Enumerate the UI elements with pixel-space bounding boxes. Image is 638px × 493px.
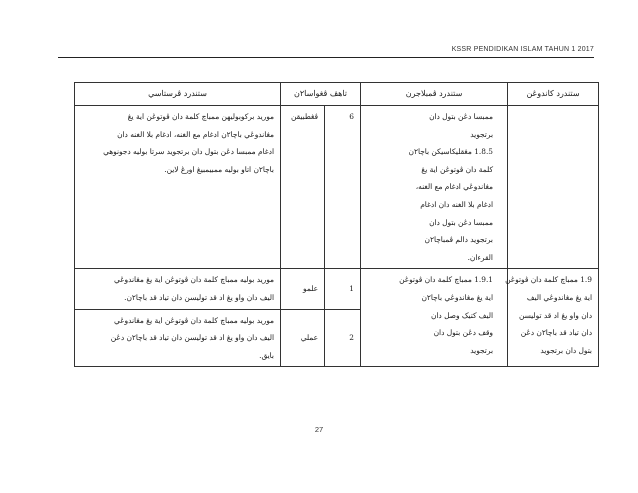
text-line: ممبسا دڠن بتول دان [429,217,493,227]
text-line: موريد برکوبوليهن ممباچ کلمة دان ڤوتوڠن اية يڠ [127,112,274,121]
text-line: کلمة دان ڤوتوڠن اية يڠ [421,164,493,174]
header-tahap-penguasaan: تاهڤ ڤڠواسا٢ن [281,83,361,106]
cell-tahap-label: عملي [281,309,325,367]
cell-prestasi [75,269,281,309]
text-line: اية يڠ مڠاندوڠي اليف [526,292,592,302]
header-standard-pembelajaran: ستندرد ڤمبلاجرن [361,83,508,106]
header-standard-kandungan: ستندرد كاندوڠن [508,83,599,106]
text-line: اية يڠ مڠاندوڠي باچا٢ن [421,292,493,302]
text-line: اليف دان واو يڠ اد قد توليسن دان تياد قد باچا٢ن. [124,292,274,302]
cell-tahap-label: علمو [281,269,325,309]
cell-kandungan [505,269,599,367]
document-header: KSSR PENDIDIKAN ISLAM TAHUN 1 2017 [451,46,594,53]
text-line: بتول دان برتجويد [540,345,592,355]
cell-tahap-number: 6 [325,106,361,269]
cell-pembelajaran [361,269,508,367]
cell-kandungan [508,106,599,269]
text-line: موريد بوليه ممباچ کلمة دان ڤوتوڠن اية يڠ مڠاندوڠي [113,315,274,325]
text-line: ممبسا دڠن بتول دان [429,112,493,121]
text-line: ادغام ممبسا دڠن بتول دان برتجويد سرتا بوليه دجونوهي [103,147,274,157]
table-row [75,269,599,309]
text-line: ادغام بلا الغنه دان ادغام [420,199,493,209]
text-line: باچا٢ن اتاو بوليه ممبيمبيڠ اورڠ لاين. [164,164,274,174]
text-line: دان واو يڠ اد قد توليسن [518,310,592,320]
table-header-row [75,83,599,106]
cell-prestasi [75,106,281,269]
page-number: 27 [314,425,324,434]
standards-table [74,82,599,367]
text-line: وقف دڠن بتول دان [433,328,493,338]
text-line: مڠاندوڠي باچا٢ن ادغام مع الغنه، ادغام بلا الغنه دان [117,129,274,139]
cell-prestasi [75,309,281,367]
cell-tahap-label: ڤڠطبيقن [281,106,325,269]
text-line: بايق. [259,350,274,360]
table-row [75,106,599,269]
text-line: برتجويد [470,345,493,355]
cell-tahap-number: 2 [325,309,361,367]
text-line: موريد بوليه ممباچ کلمة دان ڤوتوڠن اية يڠ مڠاندوڠي [113,275,274,285]
text-line: مڠاندوڠي ادغام مع الغنه، [415,182,493,192]
text-line: القرءان. [467,252,493,262]
cell-tahap-number: 1 [325,269,361,309]
text-line: برتجويد دالم ڤمباچا٢ن [424,235,493,245]
cell-pembelajaran [361,106,508,269]
text-line: 1.8.5 مڠقليکاسيکن باچا٢ن [408,147,493,157]
text-line: اليف دان واو يڠ اد قد توليسن دان تياد قد باچا٢ن دڠن [110,333,274,343]
text-line: 1.9.1 ممباچ کلمة دان ڤوتوڠن [399,275,493,285]
text-line: برتجويد [470,129,493,139]
text-line: دان تياد قد باچا٢ن دڠن [520,328,592,338]
header-standard-prestasi: ستندرد ڤرستاسي [75,83,281,106]
header-divider [58,57,594,58]
text-line: اليف کتيک وصل دان [430,310,493,320]
text-line: 1.9 ممباچ کلمة دان ڤوتوڠن [505,275,592,285]
